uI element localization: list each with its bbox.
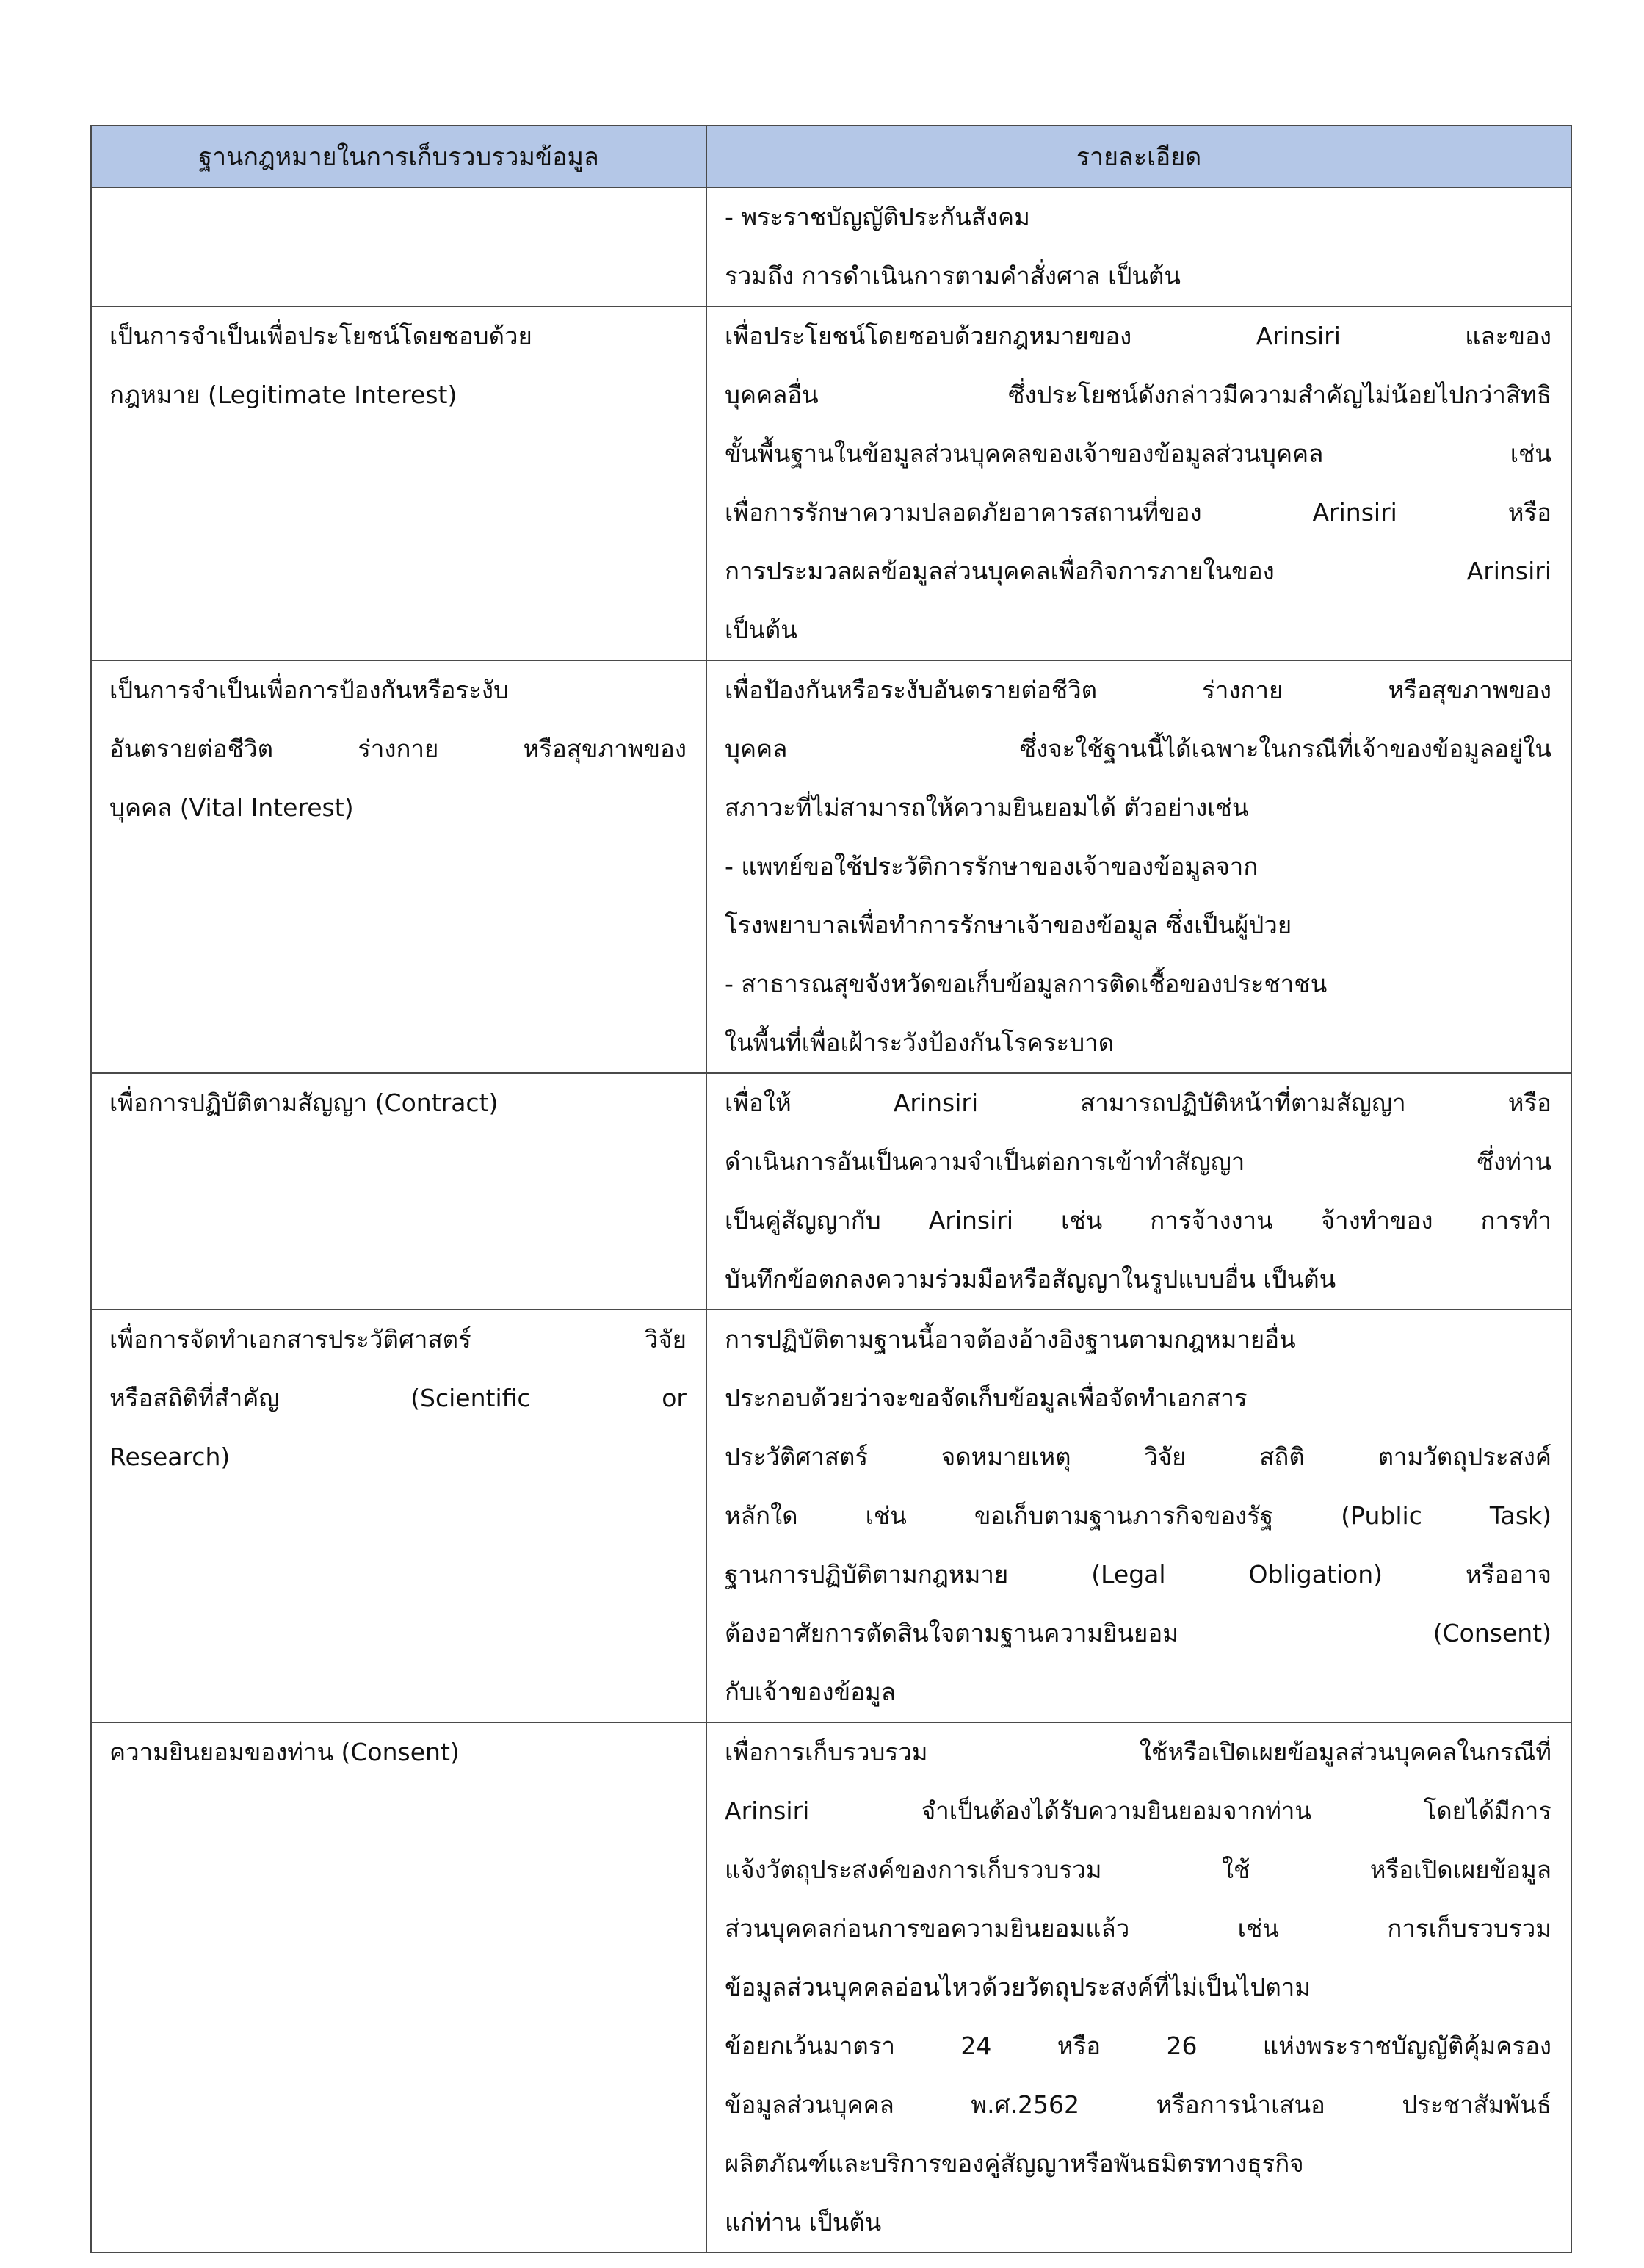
detail-line: สภาวะที่ไม่สามารถให้ความยินยอมได้ ตัวอย่างเช่น [725, 793, 1249, 822]
detail-line: หลักใด เช่น ขอเก็บตามฐานภารกิจของรัฐ (Public Task) [725, 1501, 1551, 1530]
legal-basis-line: กฎหมาย (Legitimate Interest) [109, 380, 457, 409]
detail-line: ในพื้นที่เพื่อเฝ้าระวังป้องกันโรคระบาด [725, 1028, 1115, 1057]
detail-cell [706, 1310, 1571, 1722]
legal-basis-cell [91, 1722, 706, 2253]
detail-line: เพื่อการเก็บรวบรวม ใช้หรือเปิดเผยข้อมูลส่วนบุคคลในกรณีที่ [725, 1738, 1551, 1766]
detail-line: การปฏิบัติตามฐานนี้อาจต้องอ้างอิงฐานตามกฎหมายอื่น [725, 1325, 1296, 1354]
legal-basis-line: หรือสถิติที่สำคัญ (Scientific or [109, 1384, 687, 1412]
detail-line: - พระราชบัญญัติประกันสังคม [725, 203, 1030, 231]
legal-basis-cell [91, 306, 706, 660]
detail-line: การประมวลผลข้อมูลส่วนบุคคลเพื่อกิจการภายในของ Arinsiri [725, 557, 1551, 585]
table-row [91, 187, 1571, 306]
detail-cell [706, 660, 1571, 1073]
detail-line: - สาธารณสุขจังหวัดขอเก็บข้อมูลการติดเชื้อของประชาชน [725, 969, 1328, 998]
detail-line: เป็นคู่สัญญากับ Arinsiri เช่น การจ้างงาน จ้างทำของ การทำ [725, 1206, 1551, 1235]
legal-basis-table [90, 125, 1572, 2253]
detail-line: แจ้งวัตถุประสงค์ของการเก็บรวบรวม ใช้ หรือเปิดเผยข้อมูล [725, 1855, 1551, 1884]
header-legal-basis: ฐานกฎหมายในการเก็บรวบรวมข้อมูล [91, 126, 706, 187]
table-row [91, 1722, 1571, 2253]
detail-cell [706, 306, 1571, 660]
legal-basis-line: เป็นการจำเป็นเพื่อประโยชน์โดยชอบด้วย [109, 322, 532, 350]
detail-line: - แพทย์ขอใช้ประวัติการรักษาของเจ้าของข้อมูลจาก [725, 852, 1259, 881]
detail-line: เพื่อประโยชน์โดยชอบด้วยกฎหมายของ Arinsiri และของ [725, 322, 1551, 350]
legal-basis-line: เพื่อการปฏิบัติตามสัญญา (Contract) [109, 1088, 499, 1117]
detail-line: ประวัติศาสตร์ จดหมายเหตุ วิจัย สถิติ ตามวัตถุประสงค์ [725, 1442, 1551, 1471]
detail-line: ข้อยกเว้นมาตรา 24 หรือ 26 แห่งพระราชบัญญัติคุ้มครอง [725, 2032, 1551, 2060]
legal-basis-cell [91, 660, 706, 1073]
document-page [90, 125, 1571, 2253]
header-details: รายละเอียด [706, 126, 1571, 187]
detail-line: บุคคล ซึ่งจะใช้ฐานนี้ได้เฉพาะในกรณีที่เจ้าของข้อมูลอยู่ใน [725, 734, 1551, 763]
detail-line: ต้องอาศัยการตัดสินใจตามฐานความยินยอม (Consent) [725, 1619, 1551, 1647]
detail-line: ประกอบด้วยว่าจะขอจัดเก็บข้อมูลเพื่อจัดทำเอกสาร [725, 1384, 1248, 1412]
table-row [91, 660, 1571, 1073]
table-body [91, 187, 1571, 2253]
table-row [91, 1073, 1571, 1310]
detail-line: ผลิตภัณฑ์และบริการของคู่สัญญาหรือพันธมิตรทางธุรกิจ [725, 2149, 1304, 2178]
detail-line: เพื่อการรักษาความปลอดภัยอาคารสถานที่ของ Arinsiri หรือ [725, 498, 1551, 527]
legal-basis-line: เป็นการจำเป็นเพื่อการป้องกันหรือระงับ [109, 676, 509, 704]
legal-basis-line: เพื่อการจัดทำเอกสารประวัติศาสตร์ วิจัย [109, 1325, 687, 1354]
detail-line: ข้อมูลส่วนบุคคล พ.ศ.2562 หรือการนำเสนอ ประชาสัมพันธ์ [725, 2090, 1551, 2119]
detail-cell [706, 187, 1571, 306]
detail-line: กับเจ้าของข้อมูล [725, 1677, 896, 1706]
detail-line: ข้อมูลส่วนบุคคลอ่อนไหวด้วยวัตถุประสงค์ที่ไม่เป็นไปตาม [725, 1973, 1311, 2001]
detail-line: โรงพยาบาลเพื่อทำการรักษาเจ้าของข้อมูล ซึ่งเป็นผู้ป่วย [725, 911, 1292, 939]
table-header-row [91, 126, 1571, 187]
legal-basis-cell [91, 1073, 706, 1310]
detail-line: แก่ท่าน เป็นต้น [725, 2208, 882, 2236]
detail-line: รวมถึง การดำเนินการตามคำสั่งศาล เป็นต้น [725, 261, 1181, 290]
detail-line: บุคคลอื่น ซึ่งประโยชน์ดังกล่าวมีความสำคัญไม่น้อยไปกว่าสิทธิ [725, 380, 1551, 409]
detail-line: Arinsiri จำเป็นต้องได้รับความยินยอมจากท่าน โดยได้มีการ [725, 1796, 1551, 1825]
detail-line: เพื่อให้ Arinsiri สามารถปฏิบัติหน้าที่ตามสัญญา หรือ [725, 1088, 1551, 1117]
detail-line: ฐานการปฏิบัติตามกฎหมาย (Legal Obligation) หรืออาจ [725, 1560, 1551, 1589]
legal-basis-line: บุคคล (Vital Interest) [109, 793, 354, 822]
legal-basis-cell [91, 1310, 706, 1722]
detail-line: เพื่อป้องกันหรือระงับอันตรายต่อชีวิต ร่างกาย หรือสุขภาพของ [725, 676, 1551, 704]
detail-cell [706, 1073, 1571, 1310]
detail-cell [706, 1722, 1571, 2253]
detail-line: บันทึกข้อตกลงความร่วมมือหรือสัญญาในรูปแบบอื่น เป็นต้น [725, 1265, 1336, 1293]
legal-basis-line: อันตรายต่อชีวิต ร่างกาย หรือสุขภาพของ [109, 734, 687, 763]
legal-basis-cell [91, 187, 706, 306]
detail-line: ขั้นพื้นฐานในข้อมูลส่วนบุคคลของเจ้าของข้อมูลส่วนบุคคล เช่น [725, 439, 1551, 468]
table-row [91, 1310, 1571, 1722]
table-row [91, 306, 1571, 660]
detail-line: เป็นต้น [725, 615, 797, 644]
legal-basis-line: Research) [109, 1442, 231, 1471]
detail-line: ดำเนินการอันเป็นความจำเป็นต่อการเข้าทำสัญญา ซึ่งท่าน [725, 1147, 1551, 1176]
legal-basis-line: ความยินยอมของท่าน (Consent) [109, 1738, 460, 1766]
detail-line: ส่วนบุคคลก่อนการขอความยินยอมแล้ว เช่น การเก็บรวบรวม [725, 1914, 1551, 1943]
